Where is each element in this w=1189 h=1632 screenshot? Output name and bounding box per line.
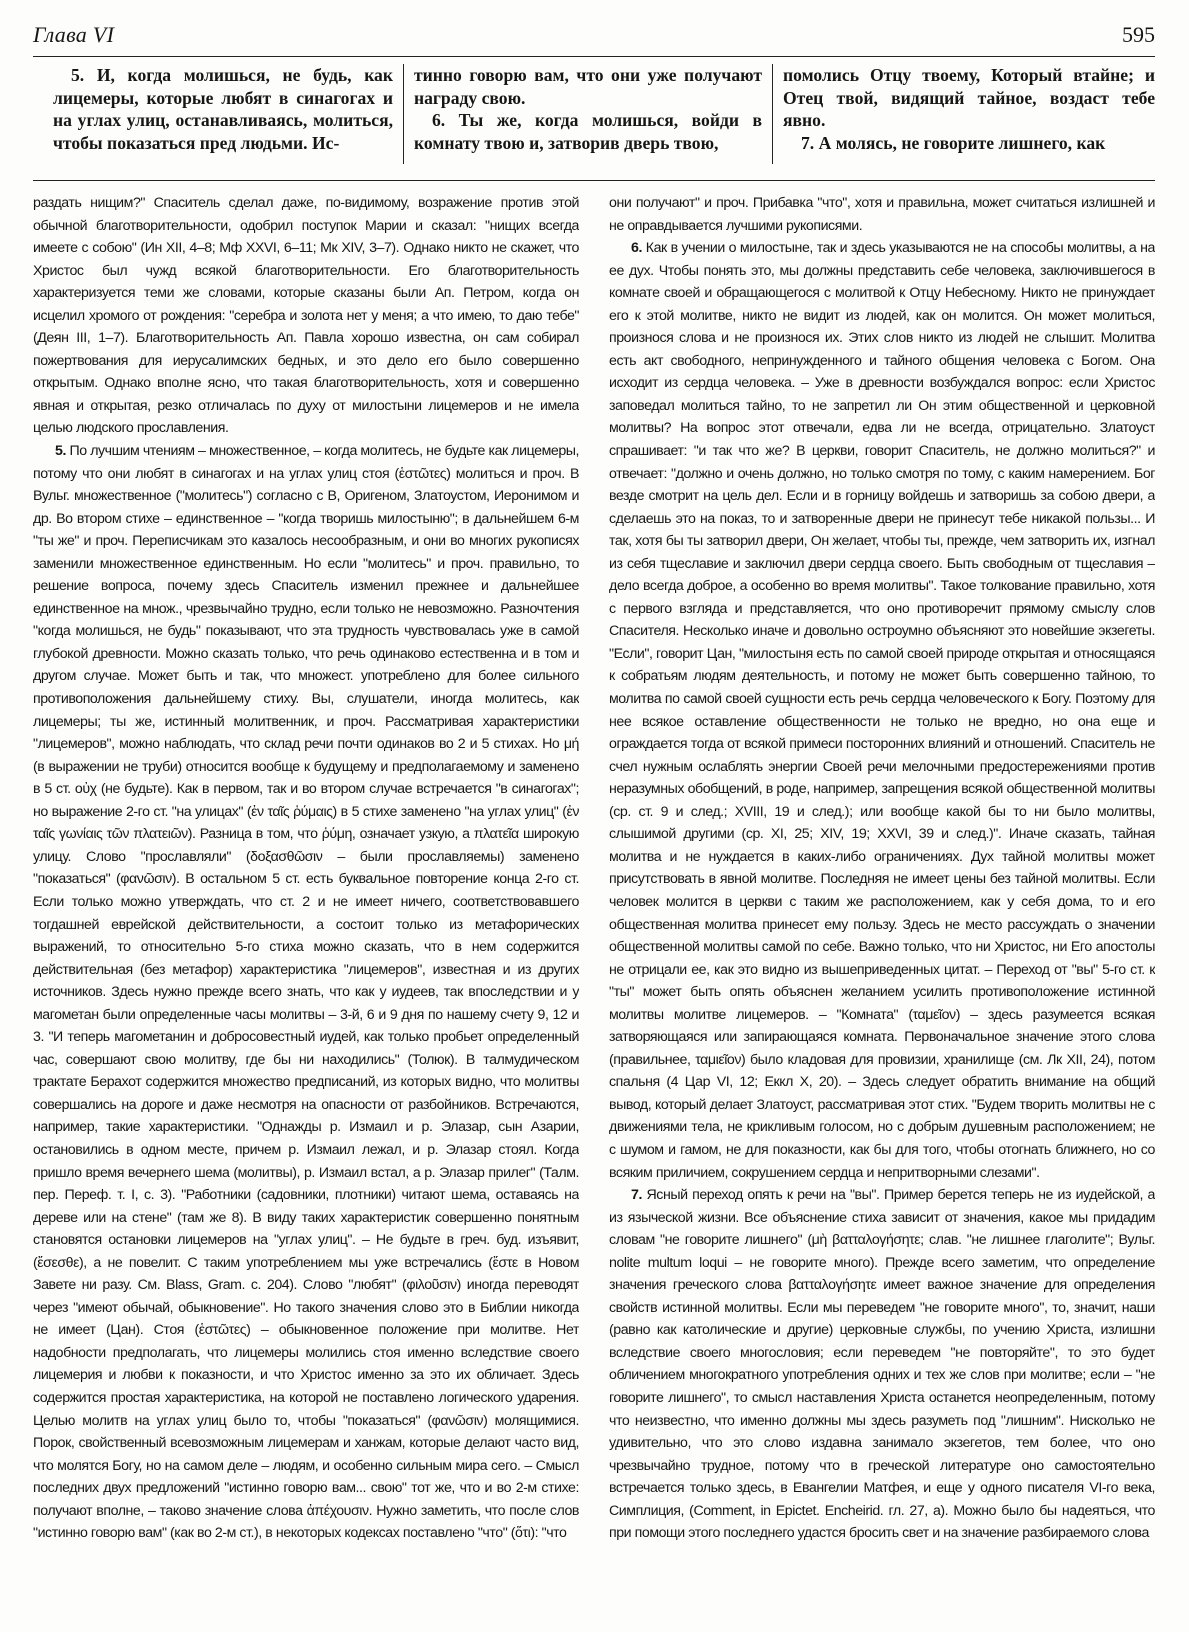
section-divider bbox=[33, 180, 1155, 181]
commentary-paragraph-text: Ясный переход опять к речи на "вы". Пример берется теперь не из иудейской, а из языческой жизни. Все объяснение стиха зависит от значения, какое мы придадим словам "не говорите лишнего" (μὴ βατταλογήσητε; слав. "не лишнее глаголите"; Вульг. nolite multum loqui – не говорите много). Прежде всего заметим, что определение значения греческого слова βατταλογήσητε имеет важное значение для определения свойств истинной молитвы. Если мы переведем "не говорите много", то, значит, наши (равно как католические и другие) церковные службы, по учению Христа, излишни вследствие своего многословия; если переведем "не повторяйте", то это будет обличением многократного употребления одних и тех же слов при молитве; если – "не говорите лишнего", то смысл наставления Христа останется неопределенным, потому что неизвестно, что именно должны мы здесь разуметь под "лишним". Нисколько не удивительно, что это слово издавна занимало экзегетов, тем более, что оно чрезвычайно трудное, потому что в греческой литературе оно самостоятельно встречается только здесь, в Евангелии Матфея, и еще у одного писателя VI-го века, Симплиция, (Comment, in Epictet. Encheirid. гл. 27, a). Можно было бы надеяться, что при помощи этого последнего удастся бросить свет и на значение разбираемого слова bbox=[609, 1187, 1155, 1542]
commentary-paragraph: они получают" и проч. Прибавка "что", хотя и правильна, может считаться излишней и не оправдывается лучшими рукописями. bbox=[609, 195, 1155, 234]
commentary-paragraph: раздать нищим?" Спаситель сделал даже, по-видимому, возражение против этой обычной благотворительности, одобрил поступок Марии и сказал: "нищих всегда имеете с собою" (Ин XII, 4–8; Мф XXVI, 6–11; Мк XIV, 3–7). Однако никто не скажет, что Христос был чужд всякой благотворительности. Его благотворительность характеризуется теми же словами, которые сказаны были Ап. Петром, когда он исцелил хромого от рождения: "серебра и золота нет у меня; а что имею, то даю тебе" (Деян III, 1–7). Благотворительность Ап. Павла хорошо известна, он сам собирал пожертвования для иерусалимских бедных, и это дело его было совершенно открытым. Однако вполне ясно, что такая благотворительность, хотя и совершенно явная и открытая, резко отличалась по духу от милостыни лицемеров и не имела целью людского прославления. bbox=[33, 195, 579, 437]
scripture-verse-6: 6. Ты же, когда молишься, войди в комнату твою и, затворив дверь твою, bbox=[414, 110, 762, 153]
commentary-paragraph-verse-5 bbox=[33, 440, 579, 1545]
commentary-column-right bbox=[609, 192, 1155, 1622]
page-number: 595 bbox=[1122, 22, 1155, 47]
verse-number: 5. bbox=[55, 443, 66, 460]
scripture-verse-5-continued: тинно говорю вам, что они уже получают награду свою. bbox=[414, 65, 762, 108]
commentary-column-left bbox=[33, 192, 579, 1622]
verse-number: 6. bbox=[631, 240, 642, 257]
scripture-verse-5: 5. И, когда молишься, не будь, как лицемеры, которые любят в синагогах и на углах улиц, останавливаясь, молиться, чтобы показаться пред людьми. Ис- bbox=[53, 65, 393, 153]
commentary-paragraph-text: Как в учении о милостыне, так и здесь указываются не на способы молитвы, а на ее дух. Чтобы понять это, мы должны представить себе человека, заключившегося в комнате своей и обращающегося с молитвой к Отцу Небесному. Никто не принуждает его к этой молитве, никто не видит из людей, как он молится. Он может молиться, произнося слова и не произнося их. Этих слов никто из людей не слышит. Молитва есть акт свободного, непринужденного и тайного общения человека с Богом. Она исходит из сердца человека. – Уже в древности возбуждался вопрос: если Христос заповедал молиться тайно, то не запретил ли Он этим общественной и церковной молитвы? На вопрос этот отвечали, едва ли не всегда, отрицательно. Златоуст спрашивает: "и так что же? В церкви, говорит Спаситель, не должно молиться?" и отвечает: "должно и очень должно, но только смотря по тому, с каким намерением. Бог везде смотрит на цель дел. Если и в горницу войдешь и затворишь за собою двери, а сделаешь это на показ, то и затворенные двери не принесут тебе никакой пользы... И так, хотя бы ты затворил двери, Он желает, чтобы ты, прежде, чем затворить их, изгнал из себя тщеславие и заключил двери сердца своего. Быть свободным от тщеславия – дело всегда доброе, а особенно во время молитвы". Такое толкование правильно, хотя с первого взгляда и представляется, что оно противоречит прямому смыслу слов Спасителя. Несколько иначе и довольно остроумно объясняют это новейшие экзегеты. "Если", говорит Цан, "милостыня есть по самой своей природе открытая и относящаяся к собратьям людям деятельность, и потому не может быть совершенно тайною, то молитва по самой своей сущности есть речь сердца человеческого к Богу. Поэтому для нее всякое оставление общественности не только не вредно, но она еще и ограждается тогда от всякой примеси посторонних влияний и отношений. Спаситель не счел нужным ослаблять энергии Своей речи мелочными предостережениями против неразумных обобщений, в роде, например, запрещения всякой общественной молитвы (ср. ст. 9 и след.; XVIII, 19 и след.); или вообще какой бы то ни было молитвы, слышимой другими (ср. XI, 25; XIV, 19; XXVI, 39 и след.)". Иначе сказать, тайная молитва и не нуждается в каких-либо ограничениях. Дух тайной молитвы может присутствовать в явной молитве. Последняя не имеет цены без тайной молитвы. Если человек молится в церкви с таким же расположением, как у себя дома, то и его общественная молитва принесет ему пользу. Здесь не место рассуждать о значении общественной молитвы самой по себе. Важно только, что ни Христос, ни Его апостолы не отрицали ее, как это видно из вышеприведенных цитат. – Переход от "вы" 5-го ст. к "ты" может быть опять объяснен желанием усилить противоположение истинной молитвы молитве лицемеров. – "Комната" (ταμεῖον) – здесь разумеется всякая затворяющаяся или запирающаяся комната. Первоначальное значение этого слова (правильнее, ταμιεῖον) было кладовая для провизии, хранилище (см. Лк XII, 24), потом спальня (4 Цар VI, 12; Еккл X, 20). – Здесь следует обратить внимание на общий вывод, который делает Златоуст, рассматривая этот стих. "Будем творить молитвы не с движениями тела, не крикливым голосом, но с добрым душевным расположением; не с шумом и гамом, не для показности, как бы для того, чтобы отогнать ближнего, но со всяким приличием, сокрушением сердца и непритворными слезами". bbox=[609, 240, 1155, 1181]
scripture-verse-6-continued: помолись Отцу твоему, Который втайне; и Отец твой, видящий тайное, воздаст тебе явно. bbox=[783, 65, 1155, 130]
commentary-paragraph-text: По лучшим чтениям – множественное, – когда молитесь, не будьте как лицемеры, потому что они любят в синагогах и на углах улиц стоя (ἑστῶτες) молиться и проч. В Вульг. множественное ("молитесь") согласно с В, Оригеном, Златоустом, Иеронимом и др. Во втором стихе – единственное – "когда творишь милостыню"; в дальнейшем 6-м "ты же" и проч. Переписчикам это казалось несообразным, и они во многих рукописях заменили множественное единственным. Но если "молитесь" и проч. правильно, то решение вопроса, почему здесь Спаситель изменил прежнее и дальнейшее единственное на множ., чрезвычайно трудно, если только не невозможно. Разночтения "когда молишься, не будь" показывают, что эта трудность чувствовалась уже в самой глубокой древности. Можно сказать только, что речь одинаково естественна и в том и другом случае. Может быть и так, что множест. употреблено для более сильного противоположения дальнейшему стиху. Вы, слушатели, иногда молитесь, как лицемеры; ты же, истинный молитвенник, и проч. Рассматривая характеристики "лицемеров", можно наблюдать, что склад речи почти одинаков во 2 и 5 стихах. Но μή (в выражении не труби) относится вообще к будущему и предполагаемому и заменено в 5 ст. οὐχ (не будьте). Как в первом, так и во втором случае встречается "в синагогах"; но выражение 2-го ст. "на улицах" (ἐν ταῖς ῥύμαις) в 5 стихе заменено "на углах улиц" (ἐν ταῖς γωνίαις τῶν πλατειῶν). Разница в том, что ῥύμη, означает узкую, а πλατεῖα широкую улицу. Слово "прославляли" (δοξασθῶσιν – были прославляемы) заменено "показаться" (φανῶσιν). В остальном 5 ст. есть буквальное повторение конца 2-го ст. Если только можно утверждать, что ст. 2 и не имеет ничего, соответствовавшего тогдашней еврейской действительности, а состоит только из метафорических выражений, то относительно 5-го стиха можно сказать, что в нем содержится действительная (без метафор) характеристика "лицемеров", известная и из других источников. Здесь нужно прежде всего знать, что как у иудеев, так впоследствии и у магометан были определенные часы молитвы – 3-й, 6 и 9 дня по нашему счету 9, 12 и 3. "И теперь магометанин и добросовестный иудей, как только пробьет определенный час, совершают свою молитву, где бы ни находились" (Толюк). В талмудическом трактате Берахот содержится множество предписаний, из которых видно, что молитвы совершались на дороге и даже несмотря на опасности от разбойников. Встречаются, например, такие характеристики. "Однажды р. Измаил и р. Элазар, сын Азарии, остановились в одном месте, причем р. Измаил лежал, и р. Элазар стоял. Когда пришло время вечернего шема (молитвы), р. Измаил встал, а р. Элазар прилег" (Талм. пер. Переф. т. I, с. 3). "Работники (садовники, плотники) читают шема, оставаясь на дереве или на стене" (там же 8). В виду таких характеристик совершенно понятным становятся остановки лицемеров на "углах улиц". – Не будьте в греч. буд. изъявит, (ἔσεσθε), а не повелит. С таким употреблением мы уже встречались (ἔστε в Новом Завете ни разу. См. Blass, Gram. с. 204). Слово "любят" (φιλοῦσιν) иногда переводят через "имеют обычай, обыкновение". Но такого значения слово это в Библии никогда не имеет (Цан). Стоя (ἑστῶτες) – обыкновенное положение при молитве. Нет надобности предполагать, что лицемеры молились стоя именно вследствие своего лицемерия и любви к показности, и что Христос именно за это их обличает. Здесь содержится простая характеристика, на которой не поставлено логического ударения. Целью молитв на углах улиц было то, чтобы "показаться" (φανῶσιν) молящимися. Порок, свойственный всевозможным лицемерам и ханжам, которые делают часто вид, что молятся Богу, но на самом деле – людям, и особенно сильным мира сего. – Смысл последних двух предложений "истинно говорю вам... свою" тот же, что и во 2-м стихе: получают вполне, – таково значение слова ἀπέχουσιν. Нужно заметить, что после слов "истинно говорю вам" (как во 2-м ст.), в некоторых кодексах поставлено "что" (ὅτι): "что bbox=[33, 443, 579, 1542]
commentary-paragraph-verse-7 bbox=[609, 1184, 1155, 1545]
scripture-column-2 bbox=[403, 64, 773, 164]
commentary bbox=[33, 192, 1155, 1622]
running-head: Глава VI bbox=[33, 22, 115, 47]
commentary-paragraph-verse-6 bbox=[609, 237, 1155, 1184]
scripture-column-1 bbox=[33, 64, 403, 164]
scripture-verse-7: 7. А молясь, не говорите лишнего, как bbox=[801, 132, 1106, 153]
scripture-text bbox=[33, 64, 1155, 164]
verse-number: 7. bbox=[631, 1187, 642, 1204]
page-header bbox=[33, 22, 1155, 57]
scripture-column-3 bbox=[773, 64, 1155, 164]
